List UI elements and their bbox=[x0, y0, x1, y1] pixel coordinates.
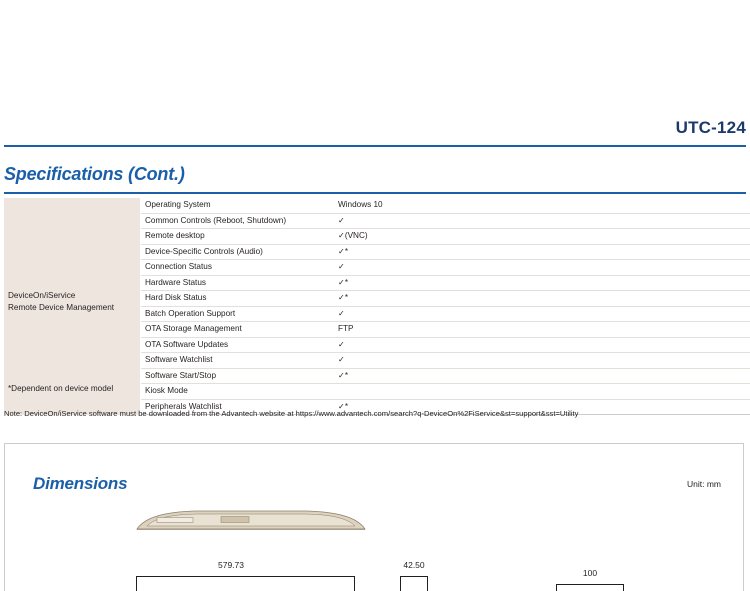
measurement-tick-depth-left bbox=[556, 584, 557, 591]
header-divider bbox=[4, 145, 746, 147]
spec-value: ✓* bbox=[334, 368, 750, 384]
spec-value: Windows 10 bbox=[334, 198, 750, 213]
spec-item: Common Controls (Reboot, Shutdown) bbox=[141, 213, 335, 229]
table-row bbox=[4, 198, 750, 213]
spec-item: Hardware Status bbox=[141, 275, 335, 291]
page-title: Specifications (Cont.) bbox=[4, 164, 185, 184]
spec-value: ✓* bbox=[334, 244, 750, 260]
spec-value: ✓ bbox=[334, 213, 750, 229]
spec-value: ✓* bbox=[334, 275, 750, 291]
spec-value: ✓ bbox=[334, 306, 750, 322]
spec-item: Device-Specific Controls (Audio) bbox=[141, 244, 335, 260]
category-cell bbox=[4, 198, 141, 415]
dimensions-title: Dimensions bbox=[33, 474, 128, 493]
measurement-tick-width-left bbox=[136, 576, 137, 591]
measurement-label-depth: 100 bbox=[582, 568, 598, 578]
specifications-table bbox=[4, 198, 750, 415]
category-label-line1: DeviceOn/iService bbox=[8, 291, 76, 300]
spec-value: ✓ bbox=[334, 337, 750, 353]
dimensions-panel bbox=[4, 443, 744, 591]
spec-value: ✓ bbox=[334, 353, 750, 369]
spec-item: Kiosk Mode bbox=[141, 384, 335, 400]
spec-item: Software Start/Stop bbox=[141, 368, 335, 384]
spec-value: ✓ bbox=[334, 260, 750, 276]
measurement-line-thickness bbox=[400, 576, 428, 577]
page-model-title: UTC-124 bbox=[675, 118, 746, 137]
category-label bbox=[8, 290, 114, 313]
measurement-label-width: 579.73 bbox=[218, 560, 244, 570]
device-side-view-drawing bbox=[135, 509, 367, 531]
table-footnote: Note: DeviceOn/iService software must be downloaded from the Advantech website at https://www.advantech.com/search?q-DeviceOn%2FiService&st=support&sst=Utility bbox=[4, 409, 579, 418]
spec-item: Remote desktop bbox=[141, 229, 335, 245]
measurement-tick-thickness-left bbox=[400, 576, 401, 591]
measurement-tick-depth-right bbox=[623, 584, 624, 591]
section-divider bbox=[4, 192, 746, 194]
measurement-label-thickness: 42.50 bbox=[403, 560, 425, 570]
spec-item: OTA Storage Management bbox=[141, 322, 335, 338]
spec-item: Peripherals Watchlist bbox=[141, 399, 335, 415]
category-footnote: *Dependent on device model bbox=[8, 384, 114, 393]
category-label-line2: Remote Device Management bbox=[8, 302, 115, 312]
dimensions-unit-label: Unit: mm bbox=[687, 479, 721, 489]
measurement-tick-thickness-right bbox=[427, 576, 428, 591]
spec-item: OTA Software Updates bbox=[141, 337, 335, 353]
spec-item: Connection Status bbox=[141, 260, 335, 276]
spec-value: FTP bbox=[334, 322, 750, 338]
spec-item: Software Watchlist bbox=[141, 353, 335, 369]
spec-item: Hard Disk Status bbox=[141, 291, 335, 307]
measurement-line-width bbox=[136, 576, 355, 577]
measurement-line-depth bbox=[556, 584, 624, 585]
spec-item: Batch Operation Support bbox=[141, 306, 335, 322]
measurement-tick-width-right bbox=[354, 576, 355, 591]
spec-item: Operating System bbox=[141, 198, 335, 213]
spec-value: ✓* bbox=[334, 291, 750, 307]
spec-value: ✓(VNC) bbox=[334, 229, 750, 245]
spec-value: ✓* bbox=[334, 399, 750, 415]
spec-value bbox=[334, 384, 750, 400]
